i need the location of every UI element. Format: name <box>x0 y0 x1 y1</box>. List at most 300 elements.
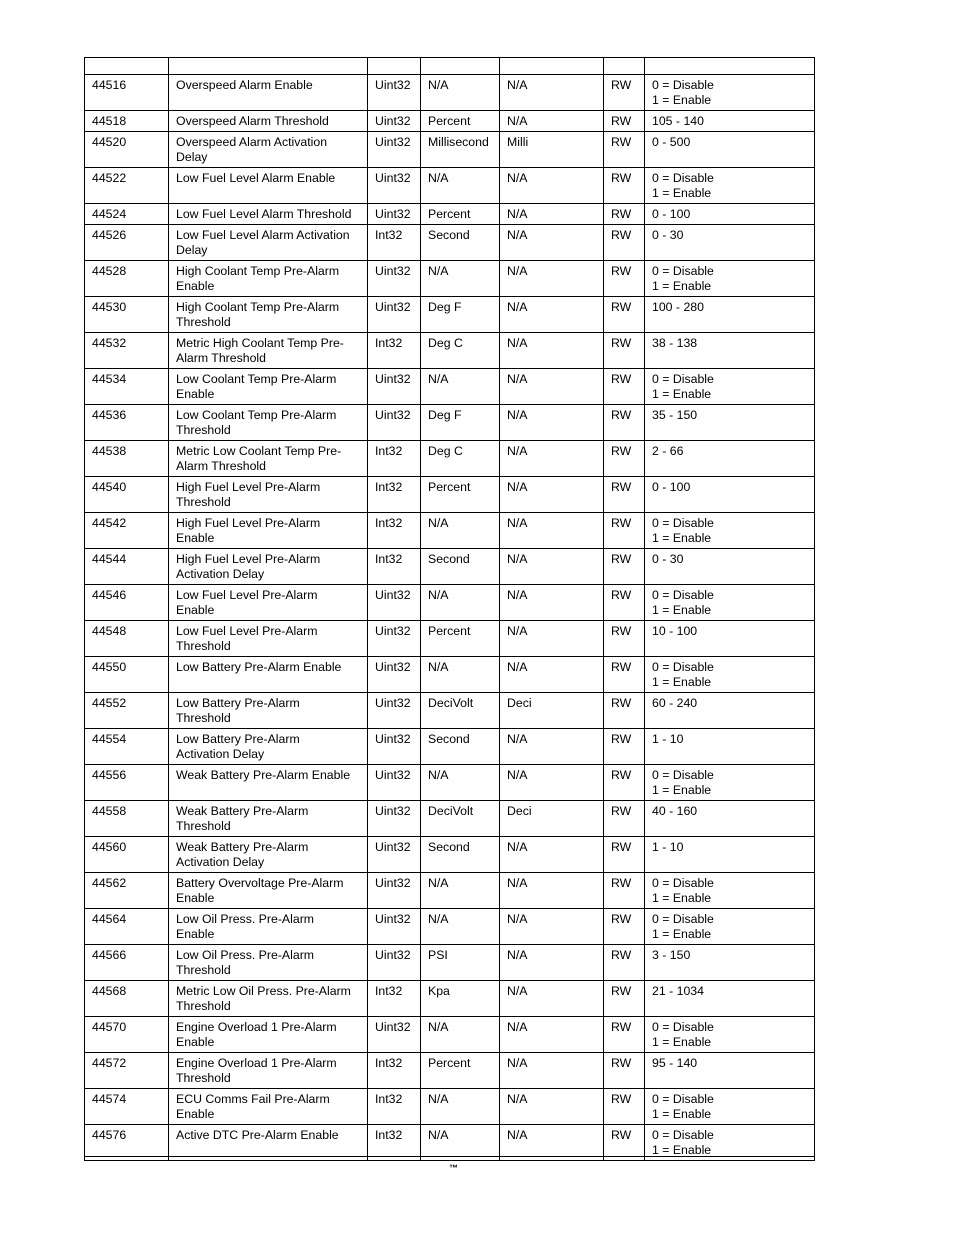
description-cell <box>169 132 368 168</box>
table-row <box>85 441 815 477</box>
range-cell <box>645 981 815 1017</box>
scale-text: N/A <box>507 948 528 962</box>
table-row <box>85 693 815 729</box>
units-text: Deg C <box>428 444 463 458</box>
register-cell <box>85 75 169 111</box>
scale-cell <box>500 75 604 111</box>
type-text: Int32 <box>375 984 403 998</box>
table-row <box>85 513 815 549</box>
header-cell <box>604 58 645 75</box>
table-header-row <box>85 58 815 75</box>
range-cell <box>645 477 815 513</box>
range-text: 60 - 240 <box>652 696 698 710</box>
register-text: 44568 <box>92 984 127 998</box>
access-text: RW <box>611 660 632 674</box>
register-text: 44534 <box>92 372 127 386</box>
table-row <box>85 405 815 441</box>
table-row <box>85 204 815 225</box>
units-text: Second <box>428 228 470 242</box>
range-text: 0 - 500 <box>652 135 691 149</box>
scale-cell <box>500 261 604 297</box>
type-cell <box>368 405 421 441</box>
register-text: 44544 <box>92 552 127 566</box>
table-row <box>85 333 815 369</box>
description-cell <box>169 693 368 729</box>
range-cell <box>645 75 815 111</box>
scale-cell <box>500 477 604 513</box>
table-row <box>85 168 815 204</box>
range-text: 0 = Disable 1 = Enable <box>652 516 714 545</box>
type-text: Uint32 <box>375 207 411 221</box>
type-text: Uint32 <box>375 78 411 92</box>
description-cell <box>169 981 368 1017</box>
header-cell <box>169 58 368 75</box>
scale-cell <box>500 549 604 585</box>
type-text: Int32 <box>375 228 403 242</box>
type-text: Uint32 <box>375 408 411 422</box>
description-text: Battery Overvoltage Pre-Alarm Enable <box>176 876 344 905</box>
range-text: 21 - 1034 <box>652 984 704 998</box>
access-cell <box>604 585 645 621</box>
table-row <box>85 1053 815 1089</box>
access-text: RW <box>611 1020 632 1034</box>
description-text: Overspeed Alarm Activation Delay <box>176 135 328 164</box>
register-text: 44530 <box>92 300 127 314</box>
register-text: 44564 <box>92 912 127 926</box>
range-text: 0 = Disable 1 = Enable <box>652 912 714 941</box>
units-text: Percent <box>428 1056 471 1070</box>
units-cell <box>421 75 500 111</box>
units-cell <box>421 111 500 132</box>
description-text: Overspeed Alarm Enable <box>176 78 313 92</box>
access-text: RW <box>611 300 632 314</box>
scale-text: N/A <box>507 1128 528 1142</box>
scale-text: N/A <box>507 516 528 530</box>
units-cell <box>421 837 500 873</box>
type-text: Uint32 <box>375 768 411 782</box>
type-cell <box>368 585 421 621</box>
scale-text: N/A <box>507 624 528 638</box>
type-cell <box>368 513 421 549</box>
access-text: RW <box>611 336 632 350</box>
units-cell <box>421 621 500 657</box>
scale-cell <box>500 1017 604 1053</box>
type-cell <box>368 981 421 1017</box>
units-cell <box>421 801 500 837</box>
units-cell <box>421 477 500 513</box>
type-text: Uint32 <box>375 660 411 674</box>
type-cell <box>368 168 421 204</box>
units-text: N/A <box>428 1128 449 1142</box>
units-text: Percent <box>428 624 471 638</box>
units-cell <box>421 297 500 333</box>
table-row <box>85 729 815 765</box>
type-cell <box>368 1089 421 1125</box>
access-text: RW <box>611 984 632 998</box>
scale-cell <box>500 225 604 261</box>
register-cell <box>85 111 169 132</box>
units-cell <box>421 333 500 369</box>
type-text: Int32 <box>375 444 403 458</box>
units-text: DeciVolt <box>428 804 474 818</box>
type-cell <box>368 693 421 729</box>
range-text: 0 = Disable 1 = Enable <box>652 171 714 200</box>
type-cell <box>368 333 421 369</box>
description-cell <box>169 405 368 441</box>
scale-text: N/A <box>507 264 528 278</box>
units-cell <box>421 204 500 225</box>
access-text: RW <box>611 264 632 278</box>
table-row <box>85 837 815 873</box>
scale-text: N/A <box>507 588 528 602</box>
table-row <box>85 1017 815 1053</box>
description-text: Low Fuel Level Alarm Enable <box>176 171 336 185</box>
type-text: Int32 <box>375 516 403 530</box>
access-cell <box>604 132 645 168</box>
type-text: Uint32 <box>375 300 411 314</box>
access-cell <box>604 75 645 111</box>
type-cell <box>368 297 421 333</box>
table-row <box>85 585 815 621</box>
description-text: Low Oil Press. Pre-Alarm Enable <box>176 912 315 941</box>
access-text: RW <box>611 516 632 530</box>
scale-cell <box>500 1089 604 1125</box>
type-text: Int32 <box>375 336 403 350</box>
register-cell <box>85 981 169 1017</box>
register-cell <box>85 441 169 477</box>
type-cell <box>368 225 421 261</box>
description-text: Low Fuel Level Alarm Activation Delay <box>176 228 350 257</box>
description-cell <box>169 621 368 657</box>
type-cell <box>368 111 421 132</box>
description-cell <box>169 549 368 585</box>
units-cell <box>421 405 500 441</box>
description-cell <box>169 297 368 333</box>
scale-cell <box>500 297 604 333</box>
description-text: Low Fuel Level Alarm Threshold <box>176 207 352 221</box>
description-text: Low Battery Pre-Alarm Threshold <box>176 696 300 725</box>
description-cell <box>169 945 368 981</box>
access-cell <box>604 729 645 765</box>
access-text: RW <box>611 207 632 221</box>
register-cell <box>85 585 169 621</box>
access-cell <box>604 111 645 132</box>
range-cell <box>645 765 815 801</box>
register-cell <box>85 297 169 333</box>
table-row <box>85 132 815 168</box>
access-cell <box>604 549 645 585</box>
range-cell <box>645 585 815 621</box>
register-text: 44538 <box>92 444 127 458</box>
access-text: RW <box>611 171 632 185</box>
units-cell <box>421 549 500 585</box>
access-text: RW <box>611 804 632 818</box>
access-cell <box>604 441 645 477</box>
description-text: Metric Low Coolant Temp Pre- Alarm Threshold <box>176 444 342 473</box>
table-row <box>85 981 815 1017</box>
units-cell <box>421 981 500 1017</box>
units-text: N/A <box>428 1092 449 1106</box>
access-cell <box>604 945 645 981</box>
description-cell <box>169 333 368 369</box>
register-cell <box>85 132 169 168</box>
description-cell <box>169 1017 368 1053</box>
scale-cell <box>500 585 604 621</box>
register-text: 44540 <box>92 480 127 494</box>
range-cell <box>645 225 815 261</box>
access-text: RW <box>611 480 632 494</box>
type-text: Uint32 <box>375 372 411 386</box>
description-cell <box>169 261 368 297</box>
register-cell <box>85 837 169 873</box>
table-row <box>85 873 815 909</box>
register-cell <box>85 1089 169 1125</box>
scale-text: N/A <box>507 372 528 386</box>
units-text: N/A <box>428 78 449 92</box>
register-cell <box>85 1017 169 1053</box>
type-text: Uint32 <box>375 264 411 278</box>
scale-cell <box>500 729 604 765</box>
scale-cell <box>500 693 604 729</box>
access-cell <box>604 405 645 441</box>
register-cell <box>85 1053 169 1089</box>
description-text: Low Coolant Temp Pre-Alarm Threshold <box>176 408 337 437</box>
register-cell <box>85 225 169 261</box>
range-cell <box>645 111 815 132</box>
access-text: RW <box>611 768 632 782</box>
range-cell <box>645 405 815 441</box>
register-text: 44518 <box>92 114 127 128</box>
type-text: Uint32 <box>375 135 411 149</box>
description-text: Low Fuel Level Pre-Alarm Threshold <box>176 624 318 653</box>
scale-cell <box>500 405 604 441</box>
type-cell <box>368 1053 421 1089</box>
scale-text: N/A <box>507 768 528 782</box>
access-cell <box>604 621 645 657</box>
access-cell <box>604 873 645 909</box>
units-cell <box>421 945 500 981</box>
range-text: 0 = Disable 1 = Enable <box>652 876 714 905</box>
range-text: 35 - 150 <box>652 408 698 422</box>
range-cell <box>645 693 815 729</box>
description-text: Weak Battery Pre-Alarm Threshold <box>176 804 309 833</box>
description-cell <box>169 225 368 261</box>
access-cell <box>604 981 645 1017</box>
units-text: N/A <box>428 171 449 185</box>
units-text: Deg C <box>428 336 463 350</box>
access-cell <box>604 1017 645 1053</box>
scale-cell <box>500 204 604 225</box>
units-text: N/A <box>428 912 449 926</box>
type-text: Int32 <box>375 1056 403 1070</box>
units-cell <box>421 729 500 765</box>
scale-cell <box>500 765 604 801</box>
register-text: 44524 <box>92 207 127 221</box>
register-cell <box>85 621 169 657</box>
access-cell <box>604 297 645 333</box>
access-text: RW <box>611 1128 632 1142</box>
description-text: High Fuel Level Pre-Alarm Threshold <box>176 480 321 509</box>
type-cell <box>368 204 421 225</box>
range-text: 0 - 100 <box>652 207 691 221</box>
units-text: N/A <box>428 588 449 602</box>
type-text: Uint32 <box>375 624 411 638</box>
access-cell <box>604 168 645 204</box>
range-text: 10 - 100 <box>652 624 698 638</box>
access-cell <box>604 225 645 261</box>
type-cell <box>368 729 421 765</box>
description-text: High Fuel Level Pre-Alarm Activation Delay <box>176 552 321 581</box>
access-text: RW <box>611 912 632 926</box>
units-text: N/A <box>428 372 449 386</box>
register-cell <box>85 333 169 369</box>
units-cell <box>421 909 500 945</box>
access-cell <box>604 657 645 693</box>
scale-text: N/A <box>507 552 528 566</box>
units-cell <box>421 261 500 297</box>
header-cell <box>421 58 500 75</box>
access-text: RW <box>611 228 632 242</box>
register-cell <box>85 909 169 945</box>
type-text: Uint32 <box>375 804 411 818</box>
register-text: 44532 <box>92 336 127 350</box>
access-text: RW <box>611 135 632 149</box>
units-cell <box>421 168 500 204</box>
register-text: 44528 <box>92 264 127 278</box>
register-text: 44552 <box>92 696 127 710</box>
units-cell <box>421 369 500 405</box>
units-text: N/A <box>428 264 449 278</box>
type-text: Uint32 <box>375 114 411 128</box>
register-text: 44554 <box>92 732 127 746</box>
table-row <box>85 477 815 513</box>
register-cell <box>85 369 169 405</box>
register-cell <box>85 405 169 441</box>
description-text: High Coolant Temp Pre-Alarm Threshold <box>176 300 340 329</box>
access-text: RW <box>611 408 632 422</box>
table-row <box>85 261 815 297</box>
header-cell <box>645 58 815 75</box>
description-cell <box>169 1053 368 1089</box>
register-cell <box>85 873 169 909</box>
range-cell <box>645 297 815 333</box>
access-text: RW <box>611 444 632 458</box>
table-row <box>85 369 815 405</box>
register-text: 44576 <box>92 1128 127 1142</box>
table-row <box>85 765 815 801</box>
description-cell <box>169 657 368 693</box>
type-cell <box>368 132 421 168</box>
access-cell <box>604 1053 645 1089</box>
scale-cell <box>500 1053 604 1089</box>
units-text: Percent <box>428 114 471 128</box>
description-cell <box>169 585 368 621</box>
range-text: 0 = Disable 1 = Enable <box>652 1128 714 1157</box>
range-text: 2 - 66 <box>652 444 684 458</box>
range-text: 105 - 140 <box>652 114 704 128</box>
register-text: 44556 <box>92 768 127 782</box>
type-cell <box>368 657 421 693</box>
register-cell <box>85 657 169 693</box>
register-cell <box>85 513 169 549</box>
access-cell <box>604 1089 645 1125</box>
scale-cell <box>500 333 604 369</box>
scale-cell <box>500 657 604 693</box>
register-text: 44550 <box>92 660 127 674</box>
description-text: Low Fuel Level Pre-Alarm Enable <box>176 588 318 617</box>
range-text: 95 - 140 <box>652 1056 698 1070</box>
units-text: Millisecond <box>428 135 489 149</box>
range-cell <box>645 1017 815 1053</box>
type-cell <box>368 945 421 981</box>
type-cell <box>368 873 421 909</box>
access-cell <box>604 477 645 513</box>
range-text: 0 - 30 <box>652 228 684 242</box>
access-text: RW <box>611 78 632 92</box>
type-cell <box>368 621 421 657</box>
register-text: 44570 <box>92 1020 127 1034</box>
description-cell <box>169 369 368 405</box>
units-cell <box>421 225 500 261</box>
scale-cell <box>500 873 604 909</box>
description-cell <box>169 873 368 909</box>
type-text: Int32 <box>375 1128 403 1142</box>
range-text: 40 - 160 <box>652 804 698 818</box>
description-cell <box>169 837 368 873</box>
scale-cell <box>500 441 604 477</box>
range-cell <box>645 204 815 225</box>
range-cell <box>645 513 815 549</box>
access-cell <box>604 333 645 369</box>
type-cell <box>368 765 421 801</box>
type-cell <box>368 1017 421 1053</box>
access-text: RW <box>611 948 632 962</box>
header-cell <box>368 58 421 75</box>
scale-text: N/A <box>507 228 528 242</box>
description-cell <box>169 204 368 225</box>
range-cell <box>645 801 815 837</box>
scale-text: N/A <box>507 480 528 494</box>
type-text: Uint32 <box>375 948 411 962</box>
scale-text: N/A <box>507 876 528 890</box>
access-cell <box>604 837 645 873</box>
type-text: Uint32 <box>375 912 411 926</box>
range-text: 38 - 138 <box>652 336 698 350</box>
units-cell <box>421 693 500 729</box>
access-text: RW <box>611 372 632 386</box>
units-text: Deg F <box>428 408 462 422</box>
description-cell <box>169 909 368 945</box>
description-text: Weak Battery Pre-Alarm Activation Delay <box>176 840 309 869</box>
type-text: Uint32 <box>375 588 411 602</box>
scale-text: N/A <box>507 912 528 926</box>
description-cell <box>169 75 368 111</box>
scale-text: N/A <box>507 114 528 128</box>
description-cell <box>169 513 368 549</box>
register-text: 44558 <box>92 804 127 818</box>
range-text: 0 = Disable 1 = Enable <box>652 78 714 107</box>
register-cell <box>85 477 169 513</box>
type-cell <box>368 369 421 405</box>
description-cell <box>169 477 368 513</box>
table-row <box>85 75 815 111</box>
description-cell <box>169 111 368 132</box>
register-text: 44522 <box>92 171 127 185</box>
register-cell <box>85 549 169 585</box>
type-cell <box>368 477 421 513</box>
type-text: Int32 <box>375 1092 403 1106</box>
units-text: Deg F <box>428 300 462 314</box>
